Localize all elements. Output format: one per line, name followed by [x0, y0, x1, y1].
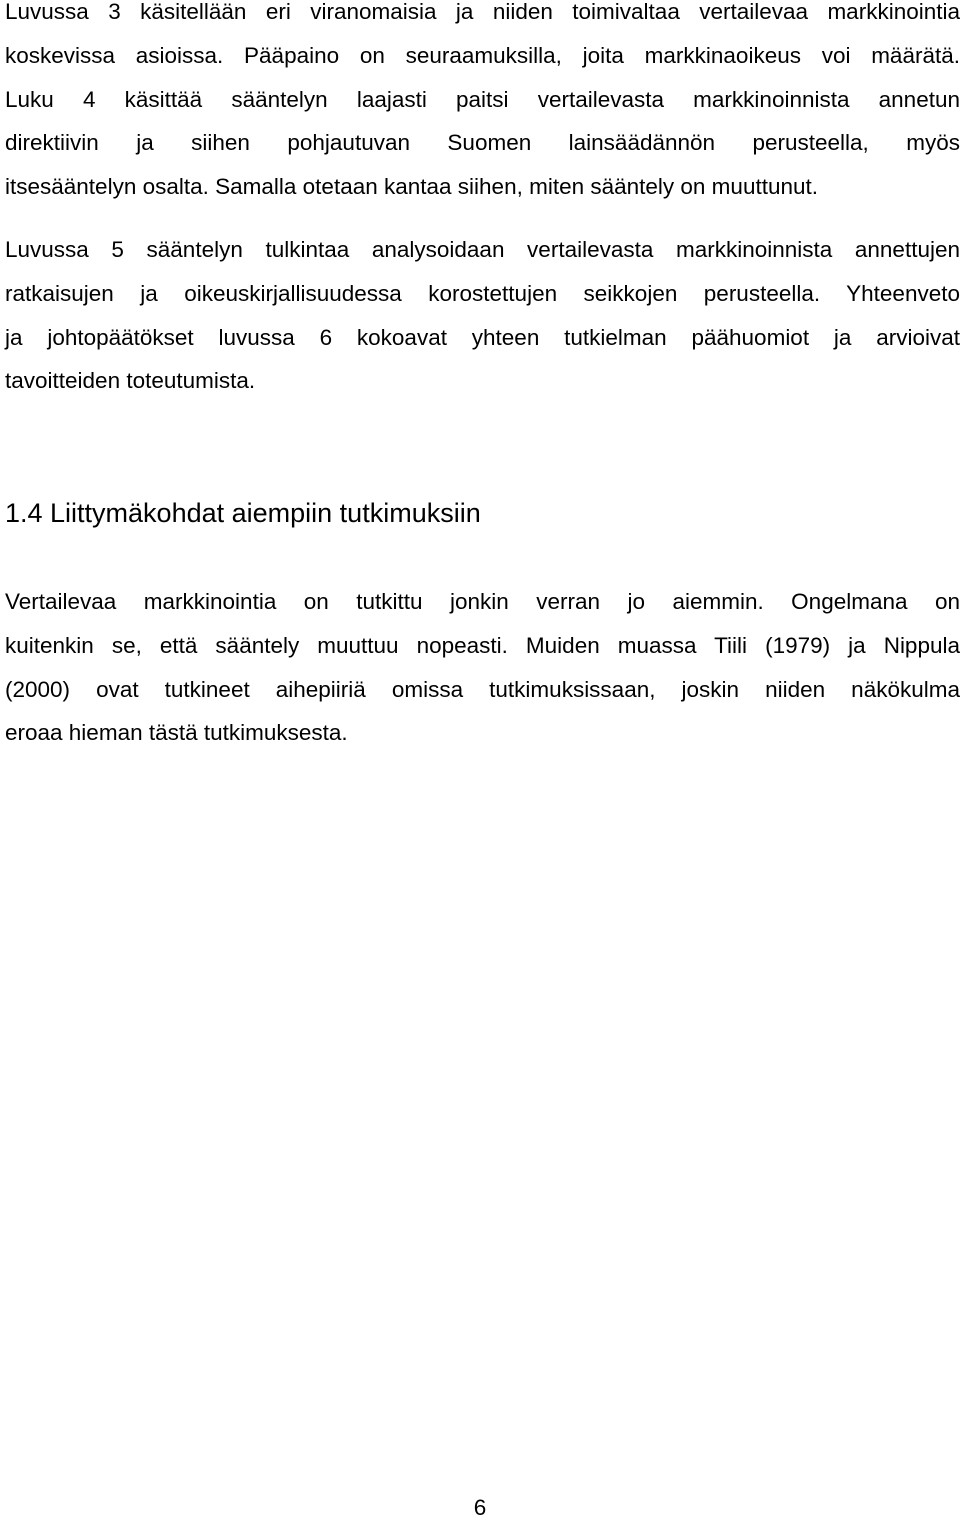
- paragraph-line: tavoitteiden toteutumista.: [5, 368, 256, 394]
- paragraph-previous-research: [5, 580, 960, 755]
- paragraph-line: Luku 4 käsittää sääntelyn laajasti paitsi vertailevasta markkinoinnista annetun: [5, 86, 960, 112]
- paragraph-line: itsesääntelyn osalta. Samalla otetaan kantaa siihen, miten sääntely on muuttunut.: [5, 174, 818, 200]
- paragraph-line: kuitenkin se, että sääntely muuttuu nopeasti. Muiden muassa Tiili (1979) ja Nippula: [5, 632, 960, 658]
- paragraph-line: eroaa hieman tästä tutkimuksesta.: [5, 720, 348, 746]
- paragraph-line: koskevissa asioissa. Pääpaino on seuraamuksilla, joita markkinaoikeus voi määrätä.: [5, 42, 960, 68]
- paragraph-line: Luvussa 5 sääntelyn tulkintaa analysoidaan vertailevasta markkinoinnista annettujen: [5, 237, 960, 262]
- paragraph-line: Vertailevaa markkinointia on tutkittu jonkin verran jo aiemmin. Ongelmana on: [5, 589, 960, 614]
- paragraph-line: (2000) ovat tutkineet aihepiiriä omissa tutkimuksissaan, joskin niiden näkökulma: [5, 676, 960, 702]
- paragraph-chapter-analysis: [5, 228, 960, 403]
- paragraph-line: ratkaisujen ja oikeuskirjallisuudessa korostettujen seikkojen perusteella. Yhteenveto: [5, 280, 960, 306]
- page-number: 6: [473, 1495, 487, 1520]
- paragraph-line: ja johtopäätökset luvussa 6 kokoavat yhteen tutkielman päähuomiot ja arvioivat: [5, 324, 960, 350]
- paragraph-line: Luvussa 3 käsitellään eri viranomaisia ja niiden toimivaltaa vertailevaa markkinointia: [5, 0, 960, 24]
- section-heading: 1.4 Liittymäkohdat aiempiin tutkimuksiin: [5, 498, 481, 528]
- paragraph-chapter-overview: [5, 0, 960, 209]
- paragraph-line: direktiivin ja siihen pohjautuvan Suomen lainsäädännön perusteella, myös: [5, 130, 960, 156]
